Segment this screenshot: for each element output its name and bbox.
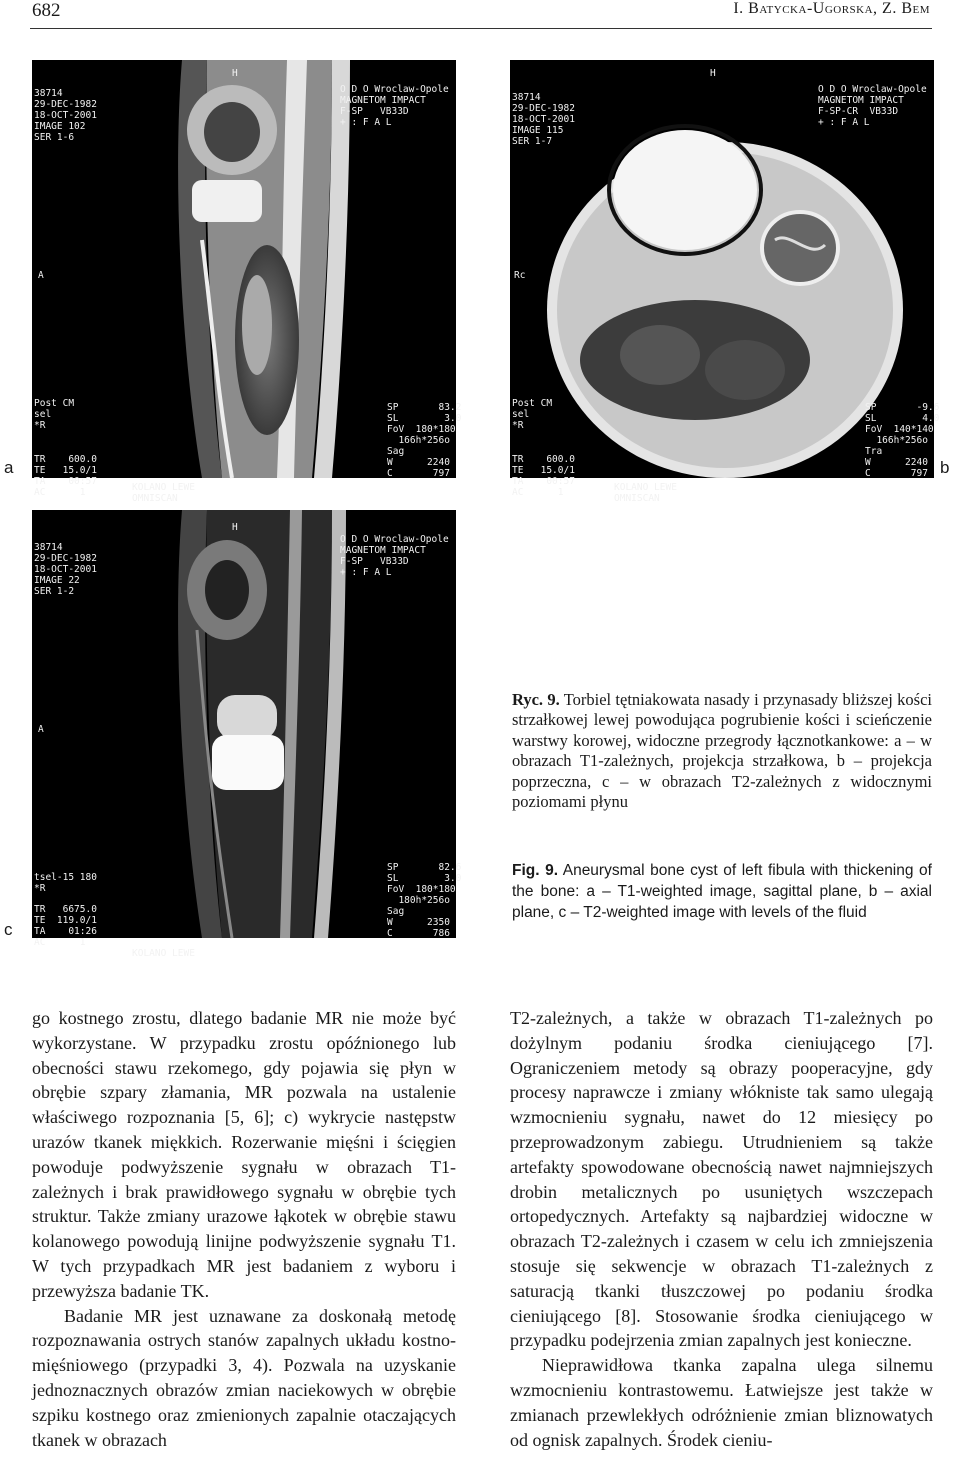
overlay-bottom-right: SP 82.6 SL 3.0 FoV 180*180 180h*256o Sag W 2350 C 786 [387,862,462,939]
overlay-top-h: H [232,68,238,79]
body-column-right [510,1006,933,1452]
overlay-side-a: A [38,270,44,281]
overlay-mid-left: Post CM sel *R [512,398,553,431]
overlay-bottom-center: KOLANO LEWE OMNISCAN [614,482,677,504]
overlay-bottom-center: KOLANO LEWE [132,948,195,959]
overlay-mid-left: Post CM sel *R [34,398,75,431]
caption-text-en: Aneurysmal bone cyst of left fibula with thickening of the bone: a – T1-weighted image, sagittal plane, b – axial plane, c – T2-weighted image with levels of the fluid [512,862,932,921]
overlay-top-left: 38714 29-DEC-1982 18-OCT-2001 IMAGE 115 SER 1-7 [512,92,575,147]
figure-caption-english [512,860,932,923]
figure-label-a: a [4,458,14,477]
overlay-top-right: O D O Wroclaw-Opole MAGNETOM IMPACT F-SP VB33D + : F A L [340,534,449,578]
overlay-top-right: O D O Wroclaw-Opole MAGNETOM IMPACT F-SP-CR VB33D + : F A L [818,84,927,128]
figure-caption-polish [512,690,932,812]
caption-label-pl: Ryc. 9. [512,690,560,709]
running-head: I. Batycka-Ugorska, Z. Bem [733,0,930,17]
caption-label-en: Fig. 9. [512,862,559,879]
overlay-side-a: Rc [514,270,526,281]
overlay-top-h: H [232,522,238,533]
figure-label-c: c [4,920,13,939]
overlay-top-right: O D O Wroclaw-Opole MAGNETOM IMPACT F-SP VB33D + : F A L [340,84,449,128]
header-rule [30,28,932,29]
mri-image-a [32,60,462,504]
paragraph: go kostnego zrostu, dlatego badanie MR nie może być wykorzystane. W przypadku zrostu opóźnionego lub obecności stawu rzekomego, gdy pojawia się płyn w obrębie szpary złamania, MR pozwala na ustalenie właściwego rozpoznania [5, 6]; c) wykrycie następstw urazów tkanek miękkich. Rozerwanie mięśni i ścięgien powoduje podwyższenie sygnału w obrazach T1-zależnych i brak prawidłowego sygnału w obrębie tych struktur. Także zmiany urazowe łąkotek w obrębie stawu kolanowego powodują linijne podwyższenie sygnału T1. W tych przypadkach MR jest badaniem z wyboru i przewyższa badanie TK. [32,1008,456,1301]
page-number: 682 [32,0,61,21]
overlay-bottom-left: TR 6675.0 TE 119.0/1 TA 01:26 AC 1 [34,904,97,948]
figure-label-b: b [940,458,950,477]
overlay-bottom-left: TR 600.0 TE 15.0/1 TA 00:57 AC 1 [34,454,97,498]
caption-text-pl: Torbiel tętniakowata nasady i przynasady bliższej kości strzałkowej lewej powodująca pogrubienie kości i scieńczenie warstwy korowej, widoczne przegrody łącznotkankowe: a – w obrazach T1-zależnych, projekcja strzałkowa, b – projekcja poprzeczna, c – w obrazach T2-zależnych z widocznymi poziomami płynu [512,690,932,812]
overlay-top-h: H [710,68,716,79]
overlay-bottom-right: SP -9.6 SL 4.0 FoV 140*140 166h*256o Tra W 2240 C 797 [865,402,940,479]
mri-image-b [510,60,940,504]
overlay-side-a: A [38,724,44,735]
overlay-bottom-right: SP 83.2 SL 3.0 FoV 180*180 166h*256o Sag W 2240 C 797 [387,402,462,479]
mri-image-c [32,510,462,959]
overlay-top-left: 38714 29-DEC-1982 18-OCT-2001 IMAGE 102 SER 1-6 [34,88,97,143]
body-column-left [32,1006,456,1452]
overlay-bottom-center: KOLANO LEWE OMNISCAN [132,482,195,504]
paragraph: Badanie MR jest uznawane za doskonałą metodę rozpoznawania ostrych stanów zapalnych układu kostno-mięśniowego (przypadki 3, 4). Pozwala na uzyskanie jednoznacznych obrazów zmian naciekowych w obrębie szpiku kostnego oraz zmienionych zapalnie otaczających tkanek w obrazach [32,1305,456,1450]
overlay-mid-left: tsel-15 180 *R [34,872,97,894]
overlay-top-left: 38714 29-DEC-1982 18-OCT-2001 IMAGE 22 SER 1-2 [34,542,97,597]
paragraph: T2-zależnych, a także w obrazach T1-zależnych po dożylnym podaniu środka cieniującego [7]. Ograniczeniem metody są obrazy pooperacyjne, gdy procesy naprawcze i zmiany włókniste tak samo ulegają wzmocnieniu sygnału, nawet do 12 miesięcy po przeprowadzonym zabiegu. Utrudnieniem są także artefakty spowodowane obecnością nawet najmniejszych drobin metalicznych po usuniętych wszczepach ortopedycznych. Artefakty są najbardziej widoczne w obrazach T2-zależnych i czasem w celu ich zmniejszenia stosuje się sekwencje w obrazach T1-zależnych z saturacją tkanki tłuszczowej po podaniu środka cieniującego [8]. Stosowanie środka cieniującego w przypadku podejrzenia zmian zapalnych jest konieczne. [510,1008,933,1351]
overlay-bottom-left: TR 600.0 TE 15.0/1 TA 00:57 AC 1 [512,454,575,498]
paragraph: Nieprawidłowa tkanka zapalna ulega silnemu wzmocnieniu kontrastowemu. Łatwiejsze jest także w zmianach przewlekłych odróżnienie zmian bliznowatych od ognisk zapalnych. Środek cieniu- [510,1355,933,1450]
